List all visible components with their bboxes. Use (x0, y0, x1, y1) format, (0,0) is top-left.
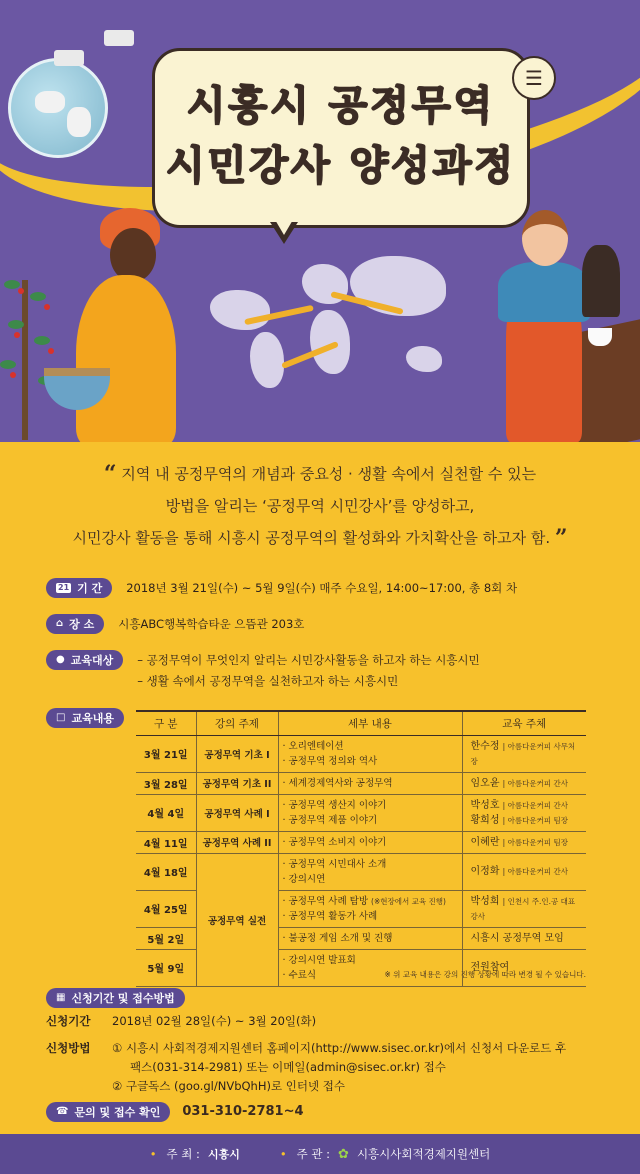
intro-line-1: 지역 내 공정무역의 개념과 중요성 · 생활 속에서 실천할 수 있는 (121, 465, 537, 483)
page-title-line2: 시민강사 양성과정 (165, 143, 517, 189)
note-icon: □ (56, 712, 66, 723)
barista-head (522, 210, 568, 266)
place-label-pill: ⌂ 장 소 (46, 614, 104, 634)
hero-illustration (0, 0, 640, 442)
home-icon: ⌂ (56, 618, 64, 629)
table-row: 4월 4일 공정무역 사례 I · 공정무역 생산지 이야기 · 공정무역 제품 이야기 박성호 | 아름다운커피 간사 황희성 | 아름다운커피 팀장 (136, 794, 586, 831)
target-line: – 생활 속에서 공정무역을 실천하고자 하는 시흥시민 (137, 674, 399, 688)
farmer-head (110, 228, 156, 282)
host-label: 주 최 : (166, 1147, 200, 1161)
target-line: – 공정무역이 무엇인지 알리는 시민강사활동을 하고자 하는 시흥시민 (137, 653, 480, 667)
curriculum-table (136, 710, 586, 987)
content-row (46, 708, 124, 728)
apply-method-line: 팩스(031-314-2981) 또는 이메일(admin@sisec.or.kr) 접수 (130, 1060, 446, 1074)
truck-icon (104, 30, 134, 46)
apply-section (46, 1012, 606, 1096)
apply-period-value: 2018년 02월 28일(수) ~ 3월 20일(화) (112, 1014, 317, 1028)
apply-row (46, 988, 185, 1008)
apply-method-label: 신청방법 (46, 1041, 91, 1055)
intro-line-2: 방법을 알리는 ‘공정무역 시민강사’를 양성하고, (165, 497, 475, 515)
contact-label-pill: ☎ 문의 및 접수 확인 (46, 1102, 170, 1122)
open-quote: “ (103, 461, 117, 487)
target-label-pill: ● 교육대상 (46, 650, 123, 670)
intro-line-3: 시민강사 활동을 통해 시흥시 공정무역의 활성화와 가치확산을 하고자 함. (72, 529, 551, 547)
calendar-icon: ▦ (56, 992, 66, 1003)
place-value: 시흥ABC행복학습타운 으뜸관 203호 (118, 617, 305, 631)
world-map-illustration (210, 250, 450, 400)
host-logo: 시흥시 (207, 1148, 240, 1161)
apply-period-label: 신청기간 (46, 1014, 91, 1028)
calendar-icon: 21 (58, 583, 70, 592)
book-icon: ☰ (512, 56, 556, 100)
truck-icon (54, 50, 84, 66)
place-row (46, 614, 304, 634)
phone-icon: ☎ (56, 1106, 69, 1117)
col-header: 강의 주제 (196, 711, 278, 735)
table-row: 5월 9일 · 강의시연 발표회 · 수료식 전원참여 (136, 949, 586, 986)
host: • 주 최 : 시흥시 (149, 1147, 240, 1161)
apply-method-line: ① 시흥시 사회적경제지원센터 홈페이지(http://www.sisec.or.kr)에서 신청서 다운로드 후 (112, 1041, 567, 1055)
col-header: 구 분 (136, 711, 196, 735)
table-header-row (136, 711, 586, 735)
leaf-logo-icon: ✿ (338, 1146, 349, 1162)
table-row: 4월 18일 공정무역 실전 · 공정무역 시민대사 소개 · 강의시연 이정화 | 아름다운커피 간사 (136, 853, 586, 890)
table-row: 3월 21일 공정무역 기초 I · 오리엔테이션 · 공정무역 정의와 역사 한수정 | 아름다운커피 사무처장 (136, 735, 586, 772)
col-header: 교육 주체 (462, 711, 586, 735)
coffee-tree-illustration (0, 240, 70, 440)
table-row: 4월 25일 · 공정무역 사례 탐방 (※현장에서 교육 진행) · 공정무역 활동가 사례 박성희 | 인천시 주.인.공 대표강사 (136, 890, 586, 927)
organizer: • 주 관 : ✿ 시흥시사회적경제지원센터 (279, 1146, 491, 1162)
contact-number: 031-310-2781~4 (182, 1104, 304, 1119)
organizer-name: 시흥시사회적경제지원센터 (356, 1147, 491, 1161)
table-note: ※ 위 교육 내용은 강의 진행 상황에 따라 변경 될 수 있습니다. (384, 970, 586, 979)
contact-row (46, 1102, 304, 1122)
apply-label-pill: ▦ 신청기간 및 접수방법 (46, 988, 185, 1008)
barista-shirt (498, 262, 590, 322)
content-label-pill: □ 교육내용 (46, 708, 124, 728)
farmer-body (76, 275, 176, 442)
table-row: 4월 11일 공정무역 사례 II · 공정무역 소비지 이야기 이혜란 | 아름다운커피 팀장 (136, 831, 586, 853)
table-row: 5월 2일 · 불공정 게임 소개 및 진행 시흥시 공정무역 모임 (136, 927, 586, 949)
col-header: 세부 내용 (278, 711, 462, 735)
apply-method-line: ② 구글독스 (goo.gl/NVbQhH)로 인터넷 접수 (112, 1079, 345, 1093)
target-row (46, 650, 480, 692)
table-row: 3월 28일 공정무역 기초 II · 세계경제역사와 공정무역 임오윤 | 아름다운커피 간사 (136, 772, 586, 794)
coffee-grinder-icon (582, 245, 620, 317)
close-quote: ” (554, 525, 568, 551)
period-row (46, 578, 517, 598)
organizer-label: 주 관 : (296, 1147, 331, 1161)
footer (0, 1134, 640, 1174)
target-values (137, 650, 479, 692)
intro-text (0, 458, 640, 554)
person-icon: ● (56, 654, 65, 665)
period-label-pill: 21 기 간 (46, 578, 112, 598)
globe-icon (8, 58, 108, 158)
period-value: 2018년 3월 21일(수) ~ 5월 9일(수) 매주 수요일, 14:00~17:00, 총 8회 차 (126, 581, 518, 595)
page-title-line1: 시흥시 공정무역 (186, 83, 496, 129)
coffee-cup-icon (588, 328, 612, 346)
